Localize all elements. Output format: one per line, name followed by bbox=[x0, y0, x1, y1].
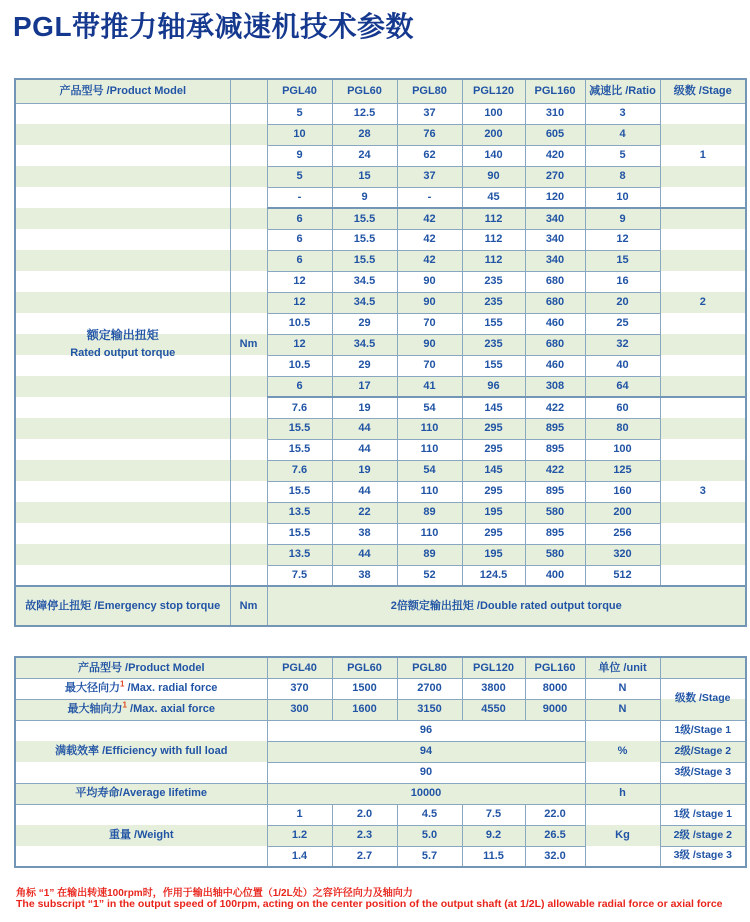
torque-value-cell: 422 bbox=[525, 460, 585, 481]
torque-value-cell: 45 bbox=[462, 187, 525, 208]
torque-value-cell: 235 bbox=[462, 334, 525, 355]
torque-value-cell: 7.6 bbox=[267, 460, 332, 481]
efficiency-stage-cell: 2级/Stage 2 bbox=[660, 741, 746, 762]
product-model-header-2: 产品型号 /Product Model bbox=[15, 657, 267, 678]
torque-table-header-row bbox=[15, 79, 746, 103]
lifetime-label: 平均寿命/Average lifetime bbox=[15, 783, 267, 804]
weight-label: 重量 /Weight bbox=[15, 804, 267, 867]
torque-value-cell: 41 bbox=[397, 376, 462, 397]
torque-value-cell: 460 bbox=[525, 313, 585, 334]
torque-value-cell: 15.5 bbox=[332, 208, 397, 229]
spec-table-header-row bbox=[15, 657, 746, 678]
model-header2-pgl160: PGL160 bbox=[525, 657, 585, 678]
model-header2-pgl120: PGL120 bbox=[462, 657, 525, 678]
torque-value-cell: 100 bbox=[462, 103, 525, 124]
efficiency-value-cell: 90 bbox=[267, 762, 585, 783]
torque-value-cell: 42 bbox=[397, 229, 462, 250]
torque-value-cell: 295 bbox=[462, 418, 525, 439]
torque-value-cell: 54 bbox=[397, 460, 462, 481]
torque-value-cell: 29 bbox=[332, 355, 397, 376]
axial-value-cell: 4550 bbox=[462, 699, 525, 720]
product-model-header: 产品型号 /Product Model bbox=[15, 79, 230, 103]
torque-value-cell: 6 bbox=[267, 250, 332, 271]
ratio-cell: 125 bbox=[585, 460, 660, 481]
model-header-pgl60: PGL60 bbox=[332, 79, 397, 103]
torque-value-cell: 195 bbox=[462, 502, 525, 523]
torque-label-cn: 额定输出扭矩 bbox=[86, 328, 159, 343]
torque-value-cell: 89 bbox=[397, 544, 462, 565]
radial-value-cell: 8000 bbox=[525, 678, 585, 699]
torque-value-cell: 37 bbox=[397, 166, 462, 187]
torque-value-cell: 90 bbox=[397, 292, 462, 313]
weight-value-cell: 1.2 bbox=[267, 825, 332, 846]
torque-value-cell: 110 bbox=[397, 418, 462, 439]
torque-value-cell: 15.5 bbox=[332, 229, 397, 250]
torque-table-body bbox=[15, 103, 746, 586]
torque-value-cell: 308 bbox=[525, 376, 585, 397]
torque-value-cell: 5 bbox=[267, 103, 332, 124]
spec-table bbox=[14, 656, 747, 868]
torque-value-cell: 895 bbox=[525, 418, 585, 439]
torque-value-cell: 24 bbox=[332, 145, 397, 166]
torque-value-cell: 13.5 bbox=[267, 544, 332, 565]
torque-value-cell: 340 bbox=[525, 250, 585, 271]
torque-value-cell: 235 bbox=[462, 271, 525, 292]
torque-value-cell: 42 bbox=[397, 208, 462, 229]
torque-value-cell: 22 bbox=[332, 502, 397, 523]
axial-value-cell: 300 bbox=[267, 699, 332, 720]
torque-value-cell: 895 bbox=[525, 481, 585, 502]
radial-value-cell: 1500 bbox=[332, 678, 397, 699]
weight-value-cell: 11.5 bbox=[462, 846, 525, 867]
torque-value-cell: 34.5 bbox=[332, 334, 397, 355]
torque-value-cell: 5 bbox=[267, 166, 332, 187]
radial-label-en: /Max. radial force bbox=[124, 682, 218, 695]
torque-value-cell: 895 bbox=[525, 439, 585, 460]
torque-value-cell: 70 bbox=[397, 355, 462, 376]
torque-value-cell: 15.5 bbox=[267, 418, 332, 439]
weight-stage-cell: 3级 /stage 3 bbox=[660, 846, 746, 867]
torque-value-cell: 270 bbox=[525, 166, 585, 187]
ratio-cell: 40 bbox=[585, 355, 660, 376]
ratio-cell: 512 bbox=[585, 565, 660, 586]
weight-unit-cell: Kg bbox=[585, 804, 660, 867]
torque-value-cell: 34.5 bbox=[332, 292, 397, 313]
stage-number-cell: 3 bbox=[660, 397, 746, 586]
ratio-cell: 160 bbox=[585, 481, 660, 502]
torque-value-cell: - bbox=[267, 187, 332, 208]
torque-table bbox=[14, 78, 747, 627]
torque-value-cell: 6 bbox=[267, 229, 332, 250]
torque-value-cell: 6 bbox=[267, 376, 332, 397]
ratio-cell: 25 bbox=[585, 313, 660, 334]
torque-value-cell: 422 bbox=[525, 397, 585, 418]
torque-value-cell: 145 bbox=[462, 397, 525, 418]
torque-value-cell: 680 bbox=[525, 271, 585, 292]
ratio-cell: 320 bbox=[585, 544, 660, 565]
model-header2-pgl40: PGL40 bbox=[267, 657, 332, 678]
torque-value-cell: 10.5 bbox=[267, 313, 332, 334]
stage-column-header bbox=[660, 657, 746, 678]
torque-value-cell: 895 bbox=[525, 523, 585, 544]
emergency-stop-unit: Nm bbox=[230, 586, 267, 626]
weight-value-cell: 5.0 bbox=[397, 825, 462, 846]
weight-value-cell: 26.5 bbox=[525, 825, 585, 846]
lifetime-row bbox=[15, 783, 746, 804]
torque-value-cell: 89 bbox=[397, 502, 462, 523]
model-header-pgl80: PGL80 bbox=[397, 79, 462, 103]
spec-table-body bbox=[15, 678, 746, 867]
torque-value-cell: 680 bbox=[525, 292, 585, 313]
emergency-stop-label: 故障停止扭矩 /Emergency stop torque bbox=[15, 586, 230, 626]
ratio-cell: 32 bbox=[585, 334, 660, 355]
torque-value-cell: 52 bbox=[397, 565, 462, 586]
torque-value-cell: 37 bbox=[397, 103, 462, 124]
torque-row bbox=[15, 103, 746, 124]
ratio-cell: 60 bbox=[585, 397, 660, 418]
torque-value-cell: 235 bbox=[462, 292, 525, 313]
torque-value-cell: 19 bbox=[332, 460, 397, 481]
torque-value-cell: 110 bbox=[397, 439, 462, 460]
ratio-cell: 256 bbox=[585, 523, 660, 544]
lifetime-unit-cell: h bbox=[585, 783, 660, 804]
torque-value-cell: 38 bbox=[332, 565, 397, 586]
torque-value-cell: 12 bbox=[267, 292, 332, 313]
torque-value-cell: 155 bbox=[462, 313, 525, 334]
weight-value-cell: 2.7 bbox=[332, 846, 397, 867]
efficiency-stage-cell: 1级/Stage 1 bbox=[660, 720, 746, 741]
radial-unit-cell: N bbox=[585, 678, 660, 699]
weight-value-cell: 4.5 bbox=[397, 804, 462, 825]
torque-value-cell: 420 bbox=[525, 145, 585, 166]
unit-column-header bbox=[230, 79, 267, 103]
axial-value-cell: 1600 bbox=[332, 699, 397, 720]
torque-value-cell: 580 bbox=[525, 502, 585, 523]
page-title: PGL带推力轴承减速机技术参数 bbox=[13, 11, 415, 42]
ratio-cell: 4 bbox=[585, 124, 660, 145]
footnote-chinese: 角标 “1” 在输出转速100rpm时，作用于输出轴中心位置（1/2L处）之容许径向力及轴向力 bbox=[16, 888, 413, 899]
axial-label-cn: 最大轴向力 bbox=[67, 703, 123, 716]
emergency-stop-section bbox=[15, 586, 746, 626]
torque-value-cell: 19 bbox=[332, 397, 397, 418]
axial-force-row bbox=[15, 699, 746, 720]
torque-label-en: Rated output torque bbox=[70, 347, 176, 360]
torque-value-cell: 15.5 bbox=[267, 439, 332, 460]
radial-force-row bbox=[15, 678, 746, 699]
ratio-cell: 15 bbox=[585, 250, 660, 271]
torque-value-cell: 124.5 bbox=[462, 565, 525, 586]
weight-value-cell: 2.3 bbox=[332, 825, 397, 846]
torque-value-cell: 29 bbox=[332, 313, 397, 334]
torque-value-cell: 17 bbox=[332, 376, 397, 397]
ratio-cell: 16 bbox=[585, 271, 660, 292]
model-header-pgl40: PGL40 bbox=[267, 79, 332, 103]
axial-unit-cell: N bbox=[585, 699, 660, 720]
ratio-cell: 8 bbox=[585, 166, 660, 187]
weight-value-cell: 1.4 bbox=[267, 846, 332, 867]
radial-value-cell: 370 bbox=[267, 678, 332, 699]
torque-value-cell: 12 bbox=[267, 271, 332, 292]
torque-value-cell: 112 bbox=[462, 229, 525, 250]
torque-value-cell: 295 bbox=[462, 439, 525, 460]
weight-value-cell: 5.7 bbox=[397, 846, 462, 867]
weight-value-cell: 2.0 bbox=[332, 804, 397, 825]
torque-value-cell: 295 bbox=[462, 481, 525, 502]
torque-unit-cell: Nm bbox=[230, 103, 267, 586]
torque-value-cell: 6 bbox=[267, 208, 332, 229]
axial-superscript: 1 bbox=[122, 700, 127, 710]
weight-row-stage1 bbox=[15, 804, 746, 825]
emergency-stop-row bbox=[15, 586, 746, 626]
weight-value-cell: 9.2 bbox=[462, 825, 525, 846]
weight-value-cell: 1 bbox=[267, 804, 332, 825]
torque-value-cell: - bbox=[397, 187, 462, 208]
torque-value-cell: 70 bbox=[397, 313, 462, 334]
torque-value-cell: 9 bbox=[332, 187, 397, 208]
ratio-cell: 200 bbox=[585, 502, 660, 523]
torque-value-cell: 7.5 bbox=[267, 565, 332, 586]
torque-value-cell: 112 bbox=[462, 250, 525, 271]
torque-value-cell: 310 bbox=[525, 103, 585, 124]
torque-value-cell: 76 bbox=[397, 124, 462, 145]
torque-value-cell: 155 bbox=[462, 355, 525, 376]
torque-value-cell: 12 bbox=[267, 334, 332, 355]
ratio-cell: 10 bbox=[585, 187, 660, 208]
torque-value-cell: 38 bbox=[332, 523, 397, 544]
weight-value-cell: 32.0 bbox=[525, 846, 585, 867]
torque-value-cell: 340 bbox=[525, 208, 585, 229]
torque-value-cell: 44 bbox=[332, 544, 397, 565]
ratio-cell: 100 bbox=[585, 439, 660, 460]
ratio-header: 减速比 /Ratio bbox=[585, 79, 660, 103]
torque-value-cell: 15 bbox=[332, 166, 397, 187]
torque-value-cell: 120 bbox=[525, 187, 585, 208]
axial-value-cell: 3150 bbox=[397, 699, 462, 720]
torque-value-cell: 15.5 bbox=[332, 250, 397, 271]
torque-value-cell: 195 bbox=[462, 544, 525, 565]
stage-header: 级数 /Stage bbox=[660, 79, 746, 103]
torque-value-cell: 10.5 bbox=[267, 355, 332, 376]
radial-value-cell: 2700 bbox=[397, 678, 462, 699]
torque-value-cell: 605 bbox=[525, 124, 585, 145]
torque-value-cell: 110 bbox=[397, 481, 462, 502]
ratio-cell: 80 bbox=[585, 418, 660, 439]
weight-stage-cell: 2级 /stage 2 bbox=[660, 825, 746, 846]
torque-value-cell: 96 bbox=[462, 376, 525, 397]
ratio-cell: 64 bbox=[585, 376, 660, 397]
model-header2-pgl60: PGL60 bbox=[332, 657, 397, 678]
torque-value-cell: 580 bbox=[525, 544, 585, 565]
torque-value-cell: 90 bbox=[462, 166, 525, 187]
axial-value-cell: 9000 bbox=[525, 699, 585, 720]
torque-value-cell: 42 bbox=[397, 250, 462, 271]
efficiency-stage-cell: 3级/Stage 3 bbox=[660, 762, 746, 783]
weight-stage-cell: 1级 /stage 1 bbox=[660, 804, 746, 825]
torque-value-cell: 54 bbox=[397, 397, 462, 418]
stage-merged-label: 级数 /Stage bbox=[660, 678, 746, 720]
lifetime-value-cell: 10000 bbox=[267, 783, 585, 804]
stage-number-cell: 1 bbox=[660, 103, 746, 208]
torque-value-cell: 460 bbox=[525, 355, 585, 376]
ratio-cell: 20 bbox=[585, 292, 660, 313]
torque-value-cell: 140 bbox=[462, 145, 525, 166]
torque-value-cell: 9 bbox=[267, 145, 332, 166]
radial-label-cn: 最大径向力 bbox=[65, 682, 121, 695]
ratio-cell: 9 bbox=[585, 208, 660, 229]
torque-value-cell: 112 bbox=[462, 208, 525, 229]
axial-label-en: /Max. axial force bbox=[126, 703, 215, 716]
ratio-cell: 3 bbox=[585, 103, 660, 124]
model-header-pgl160: PGL160 bbox=[525, 79, 585, 103]
torque-value-cell: 10 bbox=[267, 124, 332, 145]
weight-value-cell: 22.0 bbox=[525, 804, 585, 825]
model-header2-pgl80: PGL80 bbox=[397, 657, 462, 678]
ratio-cell: 12 bbox=[585, 229, 660, 250]
torque-value-cell: 400 bbox=[525, 565, 585, 586]
torque-row-label bbox=[15, 103, 230, 586]
torque-value-cell: 90 bbox=[397, 271, 462, 292]
torque-value-cell: 680 bbox=[525, 334, 585, 355]
efficiency-unit-cell: % bbox=[585, 720, 660, 783]
radial-value-cell: 3800 bbox=[462, 678, 525, 699]
torque-value-cell: 340 bbox=[525, 229, 585, 250]
emergency-stop-value: 2倍额定输出扭矩 /Double rated output torque bbox=[267, 586, 746, 626]
torque-value-cell: 44 bbox=[332, 481, 397, 502]
radial-force-label bbox=[15, 678, 267, 699]
torque-value-cell: 12.5 bbox=[332, 103, 397, 124]
torque-value-cell: 200 bbox=[462, 124, 525, 145]
efficiency-value-cell: 96 bbox=[267, 720, 585, 741]
ratio-cell: 5 bbox=[585, 145, 660, 166]
torque-value-cell: 295 bbox=[462, 523, 525, 544]
footnote-english: The subscript “1” in the output speed of 100rpm, acting on the center position of the output shaft (at 1/2L) allowable radial force or axial force bbox=[16, 898, 723, 910]
radial-superscript: 1 bbox=[120, 679, 125, 689]
torque-value-cell: 15.5 bbox=[267, 523, 332, 544]
axial-force-label bbox=[15, 699, 267, 720]
torque-value-cell: 145 bbox=[462, 460, 525, 481]
torque-value-cell: 44 bbox=[332, 439, 397, 460]
torque-value-cell: 44 bbox=[332, 418, 397, 439]
torque-value-cell: 28 bbox=[332, 124, 397, 145]
efficiency-value-cell: 94 bbox=[267, 741, 585, 762]
torque-value-cell: 34.5 bbox=[332, 271, 397, 292]
model-header-pgl120: PGL120 bbox=[462, 79, 525, 103]
stage-number-cell: 2 bbox=[660, 208, 746, 397]
efficiency-label: 满载效率 /Efficiency with full load bbox=[15, 720, 267, 783]
weight-value-cell: 7.5 bbox=[462, 804, 525, 825]
torque-value-cell: 15.5 bbox=[267, 481, 332, 502]
torque-value-cell: 7.6 bbox=[267, 397, 332, 418]
torque-value-cell: 90 bbox=[397, 334, 462, 355]
efficiency-row-stage1 bbox=[15, 720, 746, 741]
lifetime-stage-cell bbox=[660, 783, 746, 804]
torque-value-cell: 62 bbox=[397, 145, 462, 166]
torque-value-cell: 13.5 bbox=[267, 502, 332, 523]
unit-header: 单位 /unit bbox=[585, 657, 660, 678]
torque-value-cell: 110 bbox=[397, 523, 462, 544]
